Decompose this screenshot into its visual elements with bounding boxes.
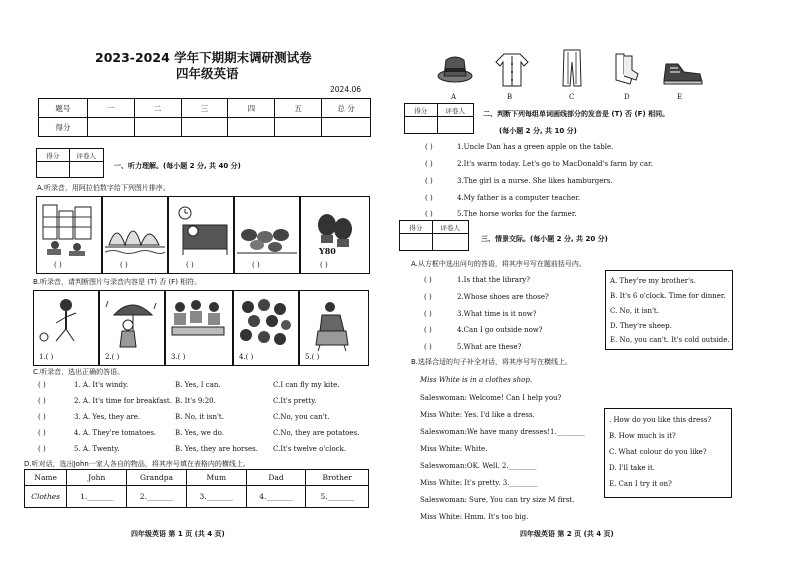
partD-header: Grandpa (127, 470, 187, 486)
gloves-image (301, 197, 369, 273)
partD-header: John (67, 470, 127, 486)
grader-score-label: 得分 (405, 104, 438, 117)
section2-paren[interactable]: ( ) (425, 177, 433, 185)
score-table-header: 四 (228, 99, 275, 118)
partD-header: Dad (246, 470, 306, 486)
score-table (38, 98, 371, 137)
clothes-label: D (624, 93, 630, 101)
partC-option-c: C.No, they are potatoes. (273, 429, 360, 437)
partD-blank[interactable]: 4._______ (246, 486, 306, 508)
option-item: A. They're my brother's. (610, 277, 696, 285)
score-cell[interactable] (87, 118, 134, 137)
partC-paren[interactable]: ( ) (38, 381, 46, 389)
partB-paren[interactable]: 2.( ) (105, 353, 120, 361)
grader-name-label: 评卷人 (69, 149, 103, 162)
section3-title: 三、情景交际。(每小题 2 分, 共 20 分) (481, 235, 608, 243)
clothes-label: C (569, 93, 575, 101)
grader-name-cell[interactable] (437, 117, 473, 134)
question-paren[interactable]: ( ) (424, 276, 432, 284)
partD-row-label: Clothes (25, 486, 67, 508)
grader-score-label: 得分 (400, 221, 433, 234)
score-table-header: 一 (87, 99, 134, 118)
partC-option-b: B. It's 9:20. (175, 397, 216, 405)
score-table-header: 二 (134, 99, 181, 118)
score-cell[interactable] (134, 118, 181, 137)
clothes-label: A (451, 93, 457, 101)
dialogue-line: Saleswoman: Welcome! Can I help you? (420, 394, 562, 402)
option-item: . How do you like this dress? (609, 416, 712, 424)
partD-table (24, 469, 369, 508)
option-item: B. How much is it? (609, 432, 676, 440)
partC-option-c: C.It's pretty. (273, 397, 317, 405)
grader-name-cell[interactable] (432, 234, 468, 251)
page2-footer: 四年级英语 第 2 页 (共 4 页) (520, 530, 614, 538)
grader-name-label: 评卷人 (437, 104, 473, 117)
partC-option-a: 5. A. Twenty. (74, 445, 120, 453)
partD-header: Name (25, 470, 67, 486)
price-label: Y80 (319, 246, 336, 256)
grader-score-cell[interactable] (37, 162, 70, 178)
section2-paren[interactable]: ( ) (425, 160, 433, 168)
partC-option-b: B. Yes, I can. (175, 381, 221, 389)
dialogue-line[interactable]: Miss White: It's pretty. 3.________ (420, 479, 538, 487)
partD-blank[interactable]: 5._______ (306, 486, 369, 508)
question-text: 3.What time is it now? (457, 310, 537, 318)
partD-header: Brother (306, 470, 369, 486)
partB-paren[interactable]: 5.( ) (305, 353, 320, 361)
section1-title: 一、听力理解。(每小题 2 分, 共 40 分) (114, 162, 241, 170)
partC-option-a: 3. A. Yes, they are. (74, 413, 141, 421)
question-text: 4.Can I go outside now? (457, 326, 543, 334)
grader-box-3 (399, 220, 469, 251)
socks-icon (610, 52, 640, 86)
section2-sentence: 5.The horse works for the farmer. (457, 210, 577, 218)
picture-horse-rider (299, 290, 369, 366)
clothes-label: E (677, 93, 683, 101)
partD-header: Mum (186, 470, 246, 486)
partB-paren[interactable]: 3.( ) (171, 353, 186, 361)
partB-options-box (604, 408, 732, 498)
grader-name-label: 评卷人 (432, 221, 468, 234)
partC-option-c: C.It's twelve o'clock. (273, 445, 347, 453)
exam-title: 2023-2024 学年下期期末调研测试卷 (95, 50, 312, 65)
question-text: 5.What are these? (457, 343, 522, 351)
partC-instruction: C.听录音，选出正确的答语。 (33, 368, 125, 376)
question-paren[interactable]: ( ) (424, 343, 432, 351)
score-table-header: 总 分 (322, 99, 371, 118)
dialogue-line: Miss White: Yes. I'd like a dress. (420, 411, 535, 419)
partA-paren[interactable]: ( ) (54, 261, 62, 269)
grader-score-cell[interactable] (400, 234, 433, 251)
score-table-header: 五 (275, 99, 322, 118)
exam-date: 2024.06 (330, 85, 362, 94)
score-cell[interactable] (322, 118, 371, 137)
clothes-label: B (507, 93, 513, 101)
partC-option-a: 2. A. It's time for breakfast. (74, 397, 172, 405)
option-item: B. It's 6 o'clock. Time for dinner. (610, 292, 726, 300)
option-item: E. Can I try it on? (609, 480, 672, 488)
partD-blank[interactable]: 2._______ (127, 486, 187, 508)
partB-paren[interactable]: 4.( ) (239, 353, 254, 361)
partD-instruction: D.听对话，选出John一家人各自的物品，将其序号填在表格内的横线上。 (24, 460, 250, 468)
score-table-header: 题号 (39, 99, 88, 118)
partD-blank[interactable]: 3._______ (186, 486, 246, 508)
partB-instruction: B.听录音，请判断图片与录音内容是 (T) 否 (F) 相符。 (33, 278, 202, 286)
option-item: D. They're sheep. (610, 322, 672, 330)
shoes-icon (660, 56, 704, 86)
dialogue-line[interactable]: Saleswoman:OK. Well. 2.________ (420, 462, 537, 470)
partA-options-box (605, 270, 733, 350)
partC-paren[interactable]: ( ) (38, 397, 46, 405)
partC-paren[interactable]: ( ) (38, 413, 46, 421)
partC-option-c: C.No, you can't. (273, 413, 330, 421)
option-item: D. I'll take it. (609, 464, 656, 472)
partA-instruction: A.听录音，用阿拉伯数字给下列图片排序。 (37, 184, 170, 192)
grader-name-cell[interactable] (69, 162, 103, 178)
question-text: 2.Whose shoes are those? (457, 293, 549, 301)
section3-partB-instruction: B.选择合适的句子补全对话，将其序号写在横线上。 (411, 358, 573, 366)
score-cell[interactable] (275, 118, 322, 137)
score-cell[interactable] (181, 118, 228, 137)
farm-animals-image (235, 197, 299, 273)
score-cell[interactable] (228, 118, 275, 137)
partC-option-b: B. Yes, they are horses. (175, 445, 258, 453)
picture-family-dinner (165, 290, 233, 366)
picture-opera-house (102, 196, 168, 274)
section2-points: (每小题 2 分, 共 10 分) (499, 127, 577, 135)
question-paren[interactable]: ( ) (424, 310, 432, 318)
section2-title: 二、判断下列每组单词画线部分的发音是 (T) 否 (F) 相同。 (483, 110, 670, 118)
dialogue-scene: Miss White is in a clothes shop. (420, 376, 533, 384)
grader-score-label: 得分 (37, 149, 70, 162)
partC-option-a: 4. A. They're tomatoes. (74, 429, 157, 437)
picture-library (36, 196, 102, 274)
score-table-header: 三 (181, 99, 228, 118)
grader-box-2 (404, 103, 474, 134)
section2-paren[interactable]: ( ) (425, 194, 433, 202)
section2-sentence: 3.The girl is a nurse. She likes hamburgers. (457, 177, 613, 185)
library-image (37, 197, 101, 273)
hat-icon (435, 50, 475, 86)
section2-sentence: 2.It's warm today. Let's go to MacDonald's farm by car. (457, 160, 653, 168)
dialogue-line: Miss White: White. (420, 445, 488, 453)
section2-sentence: 4.My father is a computer teacher. (457, 194, 581, 202)
shirt-icon (494, 50, 530, 88)
partA-paren[interactable]: ( ) (186, 261, 194, 269)
opera-house-image (103, 197, 167, 273)
question-text: 1.Is that the library? (457, 276, 531, 284)
picture-farm-animals (234, 196, 300, 274)
option-item: C. What colour do you like? (609, 448, 707, 456)
partA-paren[interactable]: ( ) (120, 261, 128, 269)
dialogue-line: Miss White: Hmm. It's too big. (420, 513, 529, 521)
picture-girl-umbrella (99, 290, 165, 366)
partC-paren[interactable]: ( ) (38, 445, 46, 453)
section2-sentence: 1.Uncle Dan has a green apple on the table. (457, 143, 614, 151)
option-item: E. No, you can't. It's cold outside. (610, 336, 730, 344)
bedroom-image (169, 197, 233, 273)
question-paren[interactable]: ( ) (424, 326, 432, 334)
grader-score-cell[interactable] (405, 117, 438, 134)
partC-option-b: B. No, it isn't. (175, 413, 224, 421)
dialogue-line: Saleswoman: Sure, You can try size M first. (420, 496, 575, 504)
picture-bedroom (168, 196, 234, 274)
score-table-row-label: 得分 (39, 118, 88, 137)
picture-gloves (300, 196, 370, 274)
picture-boy-football (33, 290, 99, 366)
partC-option-a: 1. A. It's windy. (74, 381, 129, 389)
partD-blank[interactable]: 1._______ (67, 486, 127, 508)
page1-footer: 四年级英语 第 1 页 (共 4 页) (131, 530, 225, 538)
partA-paren[interactable]: ( ) (252, 261, 260, 269)
section2-paren[interactable]: ( ) (425, 210, 433, 218)
dialogue-line[interactable]: Saleswoman:We have many dresses!1.________ (420, 428, 585, 436)
pants-icon (560, 48, 584, 88)
partC-paren[interactable]: ( ) (38, 429, 46, 437)
partC-option-c: C.I can fly my kite. (273, 381, 340, 389)
exam-subtitle: 四年级英语 (176, 66, 239, 81)
question-paren[interactable]: ( ) (424, 293, 432, 301)
section2-paren[interactable]: ( ) (425, 143, 433, 151)
partB-paren[interactable]: 1.( ) (39, 353, 54, 361)
partA-paren[interactable]: ( ) (320, 261, 328, 269)
grader-box (36, 148, 104, 178)
section3-partA-instruction: A.从方框中选出问句的答语，将其序号写在题前括号内。 (411, 260, 586, 268)
option-item: C. No, it isn't. (610, 307, 659, 315)
picture-tomatoes (233, 290, 299, 366)
partC-option-b: B. Yes, we do. (175, 429, 224, 437)
